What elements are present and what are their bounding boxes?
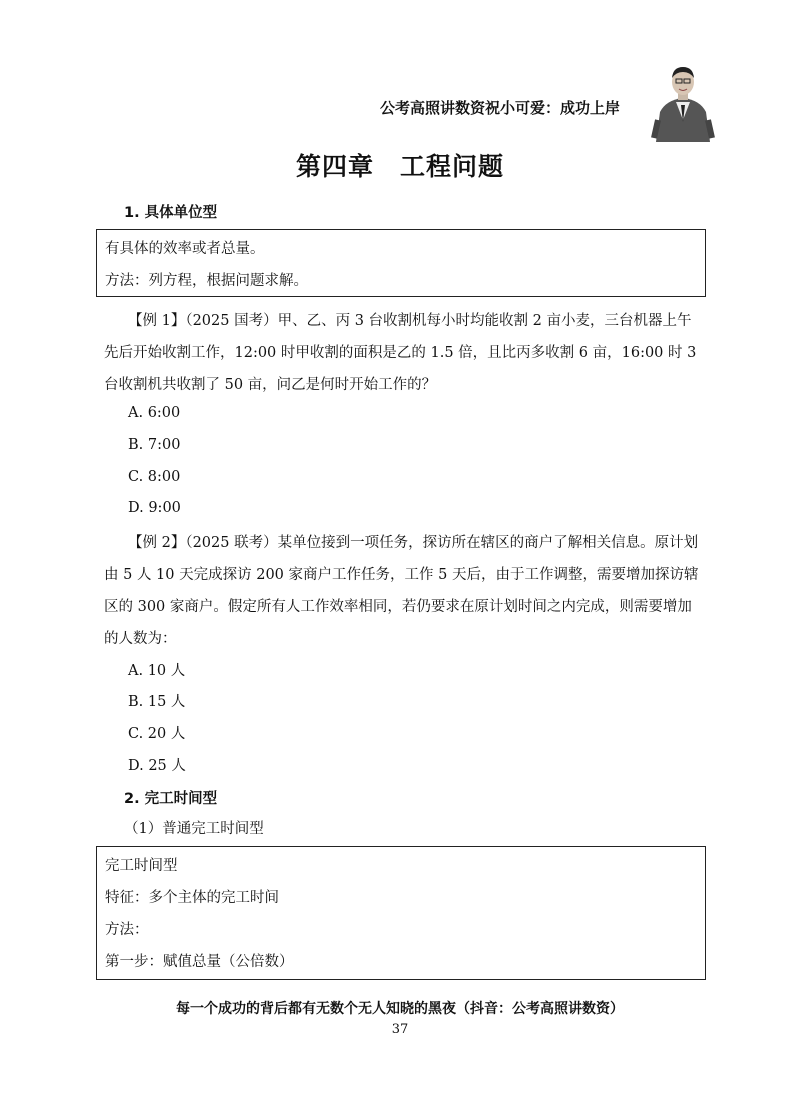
example-2-text: 【例 2】（2025 联考）某单位接到一项任务，探访所在辖区的商户了解相关信息。原计划由 5 人 10 天完成探访 200 家商户工作任务，工作 5 天后，由于工作调整，需要增加探访辖区的 300 家商户。假定所有人工作效率相同，若仍要求在原计划时间之内完成，则需要增加的人数为： (104, 535, 699, 647)
example-2-option-d: D. 25 人 (128, 758, 186, 774)
example-2-option-a: A. 10 人 (128, 663, 186, 679)
example-1-text: 【例 1】（2025 国考）甲、乙、丙 3 台收割机每小时均能收割 2 亩小麦，三台机器上午先后开始收割工作，12:00 时甲收割的面积是乙的 1.5 倍，且比丙多收割 6 亩，16:00 时 3 台收割机共收割了 50 亩，问乙是何时开始工作的？ (104, 313, 697, 393)
box-line: 方法：列方程，根据问题求解。 (105, 273, 308, 289)
section-heading-1: 1. 具体单位型 (124, 205, 218, 221)
page-number: 37 (391, 1022, 409, 1037)
method-box-1 (96, 229, 706, 297)
example-2-option-b: B. 15 人 (128, 694, 186, 710)
example-2-option-c: C. 20 人 (128, 726, 186, 742)
example-1-option-d: D. 9:00 (128, 500, 181, 516)
box-line: 方法： (105, 922, 149, 938)
example-1-option-a: A. 6:00 (128, 405, 181, 421)
chapter-title: 第四章 工程问题 (295, 152, 504, 181)
subsection-heading: （1）普通完工时间型 (124, 821, 264, 837)
box-line: 完工时间型 (105, 858, 178, 874)
section-heading-2: 2. 完工时间型 (124, 791, 218, 807)
author-photo (648, 60, 718, 142)
box-line: 特征：多个主体的完工时间 (105, 890, 279, 906)
box-line: 有具体的效率或者总量。 (105, 241, 265, 257)
box-line: 第一步：赋值总量（公倍数） (105, 954, 294, 970)
header-title: 公考高照讲数资祝小可爱：成功上岸 (380, 99, 621, 117)
footer-slogan: 每一个成功的背后都有无数个无人知晓的黑夜（抖音：公考高照讲数资） (176, 1001, 624, 1017)
example-1-option-b: B. 7:00 (128, 437, 181, 453)
example-1-option-c: C. 8:00 (128, 469, 181, 485)
method-box-2 (96, 846, 706, 980)
